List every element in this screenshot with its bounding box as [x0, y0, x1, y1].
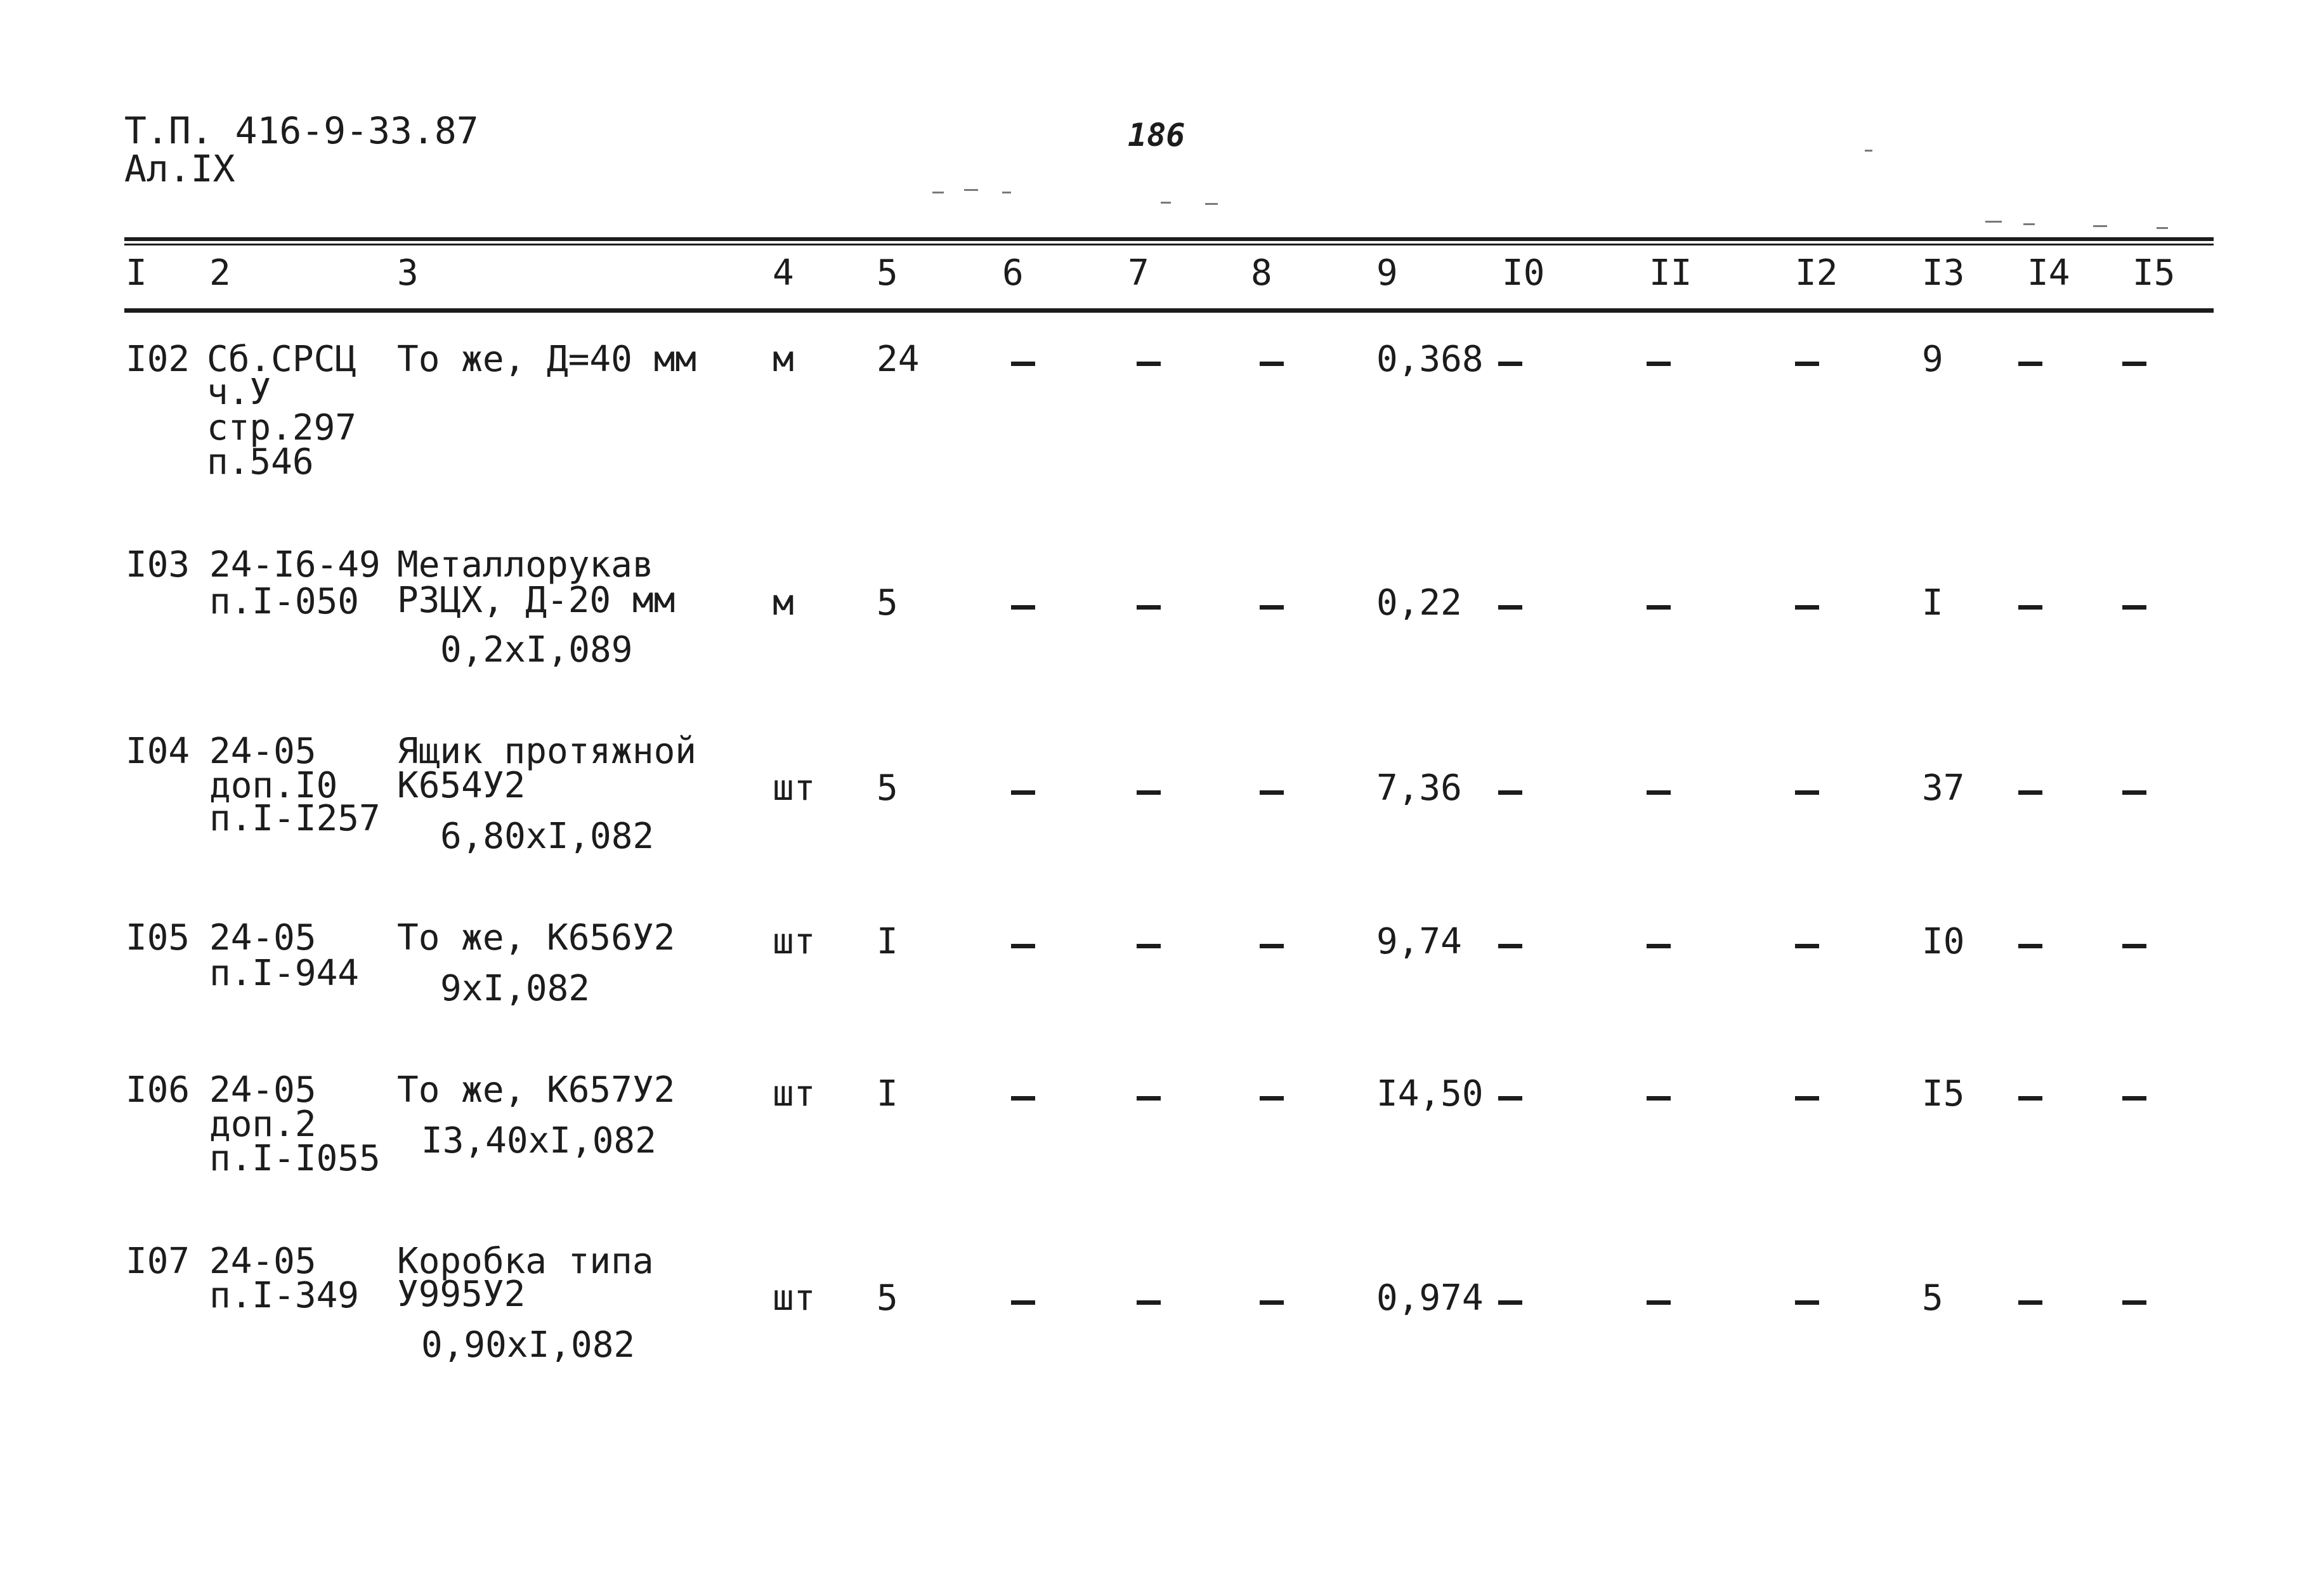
source-ref: стр.297 [207, 407, 357, 448]
header-bottom-rule [124, 308, 2214, 313]
source-ref: 24-I6-49 [209, 544, 381, 585]
empty-cell-dash [1498, 362, 1522, 366]
source-ref: Сб.СРСЦ [207, 339, 357, 380]
col9-value: 0,22 [1376, 582, 1462, 624]
empty-cell-dash [1137, 1096, 1161, 1101]
empty-cell-dash [1011, 605, 1035, 610]
source-ref: п.I-050 [209, 581, 360, 622]
row-number: I04 [126, 731, 190, 772]
scan-speck [2157, 227, 2168, 229]
doc-code: Т.П. 416-9-33.87 [124, 109, 479, 152]
empty-cell-dash [2018, 944, 2042, 948]
empty-cell-dash [1011, 1096, 1035, 1101]
col13-value: 5 [1922, 1278, 1943, 1319]
scan-speck [1161, 202, 1171, 204]
empty-cell-dash [1260, 944, 1284, 948]
source-ref: 24-05 [209, 1241, 317, 1282]
empty-cell-dash [1137, 1300, 1161, 1305]
source-ref: 24-05 [209, 731, 317, 772]
empty-cell-dash [1795, 605, 1819, 610]
col-header-7: 7 [1128, 252, 1149, 294]
empty-cell-dash [2122, 944, 2146, 948]
unit: шт [773, 921, 816, 962]
empty-cell-dash [2018, 1096, 2042, 1101]
col13-value: 9 [1922, 339, 1943, 380]
col-header-2: 2 [209, 252, 231, 294]
empty-cell-dash [1260, 1096, 1284, 1101]
empty-cell-dash [2122, 605, 2146, 610]
scan-speck [2023, 223, 2035, 225]
scan-speck [1002, 192, 1011, 193]
calculation-note: 0,90хI,082 [421, 1324, 636, 1366]
source-ref: 24-05 [209, 1069, 317, 1111]
col9-value: 9,74 [1376, 921, 1462, 962]
col13-value: 37 [1922, 768, 1965, 809]
empty-cell-dash [1260, 1300, 1284, 1305]
col-header-13: I3 [1922, 252, 1965, 294]
unit: шт [773, 1073, 816, 1114]
source-ref: п.546 [207, 441, 314, 483]
item-name: Металлорукав [397, 544, 654, 585]
col9-value: 0,974 [1376, 1278, 1484, 1319]
empty-cell-dash [1498, 1300, 1522, 1305]
empty-cell-dash [1498, 790, 1522, 795]
empty-cell-dash [2018, 1300, 2042, 1305]
item-name: Ящик протяжной [397, 731, 697, 772]
item-name: То же, К657У2 [397, 1069, 676, 1111]
col-header-1: I [126, 252, 147, 294]
col-header-14: I4 [2027, 252, 2070, 294]
empty-cell-dash [2122, 362, 2146, 366]
source-ref: п.I-I257 [209, 798, 381, 839]
table-top-rule-thin [124, 244, 2214, 245]
col-header-11: II [1649, 252, 1692, 294]
quantity: 5 [877, 768, 898, 809]
sheet-label: Ал.IX [124, 147, 235, 190]
unit: шт [773, 1278, 816, 1319]
scan-speck [1985, 221, 2002, 223]
source-ref: доп.I0 [209, 765, 338, 806]
item-name: К654У2 [397, 765, 526, 806]
col13-value: I0 [1922, 921, 1965, 962]
scan-speck [1205, 203, 1218, 205]
scan-speck [964, 189, 978, 191]
empty-cell-dash [1647, 362, 1671, 366]
unit: м [773, 339, 794, 380]
row-number: I03 [126, 544, 190, 585]
source-ref: п.I-944 [209, 953, 360, 994]
calculation-note: 9хI,082 [440, 968, 591, 1009]
calculation-note: I3,40хI,082 [421, 1120, 656, 1161]
col9-value: I4,50 [1376, 1073, 1484, 1114]
empty-cell-dash [2018, 790, 2042, 795]
row-number: I07 [126, 1241, 190, 1282]
col-header-4: 4 [773, 252, 794, 294]
empty-cell-dash [2122, 790, 2146, 795]
calculation-note: 6,80хI,082 [440, 816, 655, 857]
quantity: I [877, 921, 898, 962]
page-number: 186 [1128, 117, 1185, 154]
empty-cell-dash [1795, 1300, 1819, 1305]
empty-cell-dash [2018, 605, 2042, 610]
item-name: У995У2 [397, 1274, 526, 1315]
col-header-8: 8 [1251, 252, 1272, 294]
empty-cell-dash [2018, 362, 2042, 366]
item-name: РЗЦХ, Д-20 мм [397, 580, 676, 621]
quantity: I [877, 1073, 898, 1114]
col13-value: I5 [1922, 1073, 1965, 1114]
quantity: 5 [877, 582, 898, 624]
table-top-rule [124, 237, 2214, 241]
unit: м [773, 582, 794, 624]
empty-cell-dash [1647, 1300, 1671, 1305]
source-ref: ч.У [207, 372, 271, 413]
col-header-6: 6 [1002, 252, 1024, 294]
empty-cell-dash [1795, 1096, 1819, 1101]
col9-value: 0,368 [1376, 339, 1484, 380]
scan-speck [932, 192, 944, 193]
empty-cell-dash [1137, 944, 1161, 948]
empty-cell-dash [1260, 605, 1284, 610]
row-number: I05 [126, 917, 190, 958]
col-header-12: I2 [1795, 252, 1838, 294]
col-header-3: 3 [397, 252, 419, 294]
item-name: То же, К656У2 [397, 917, 676, 958]
item-name: То же, Д=40 мм [397, 339, 697, 380]
col13-value: I [1922, 582, 1943, 624]
empty-cell-dash [1647, 1096, 1671, 1101]
scan-speck [2093, 225, 2107, 227]
calculation-note: 0,2хI,089 [440, 629, 633, 670]
source-ref: 24-05 [209, 917, 317, 958]
row-number: I02 [126, 339, 190, 380]
scan-speck [1865, 150, 1872, 152]
empty-cell-dash [1011, 1300, 1035, 1305]
empty-cell-dash [1137, 362, 1161, 366]
source-ref: доп.2 [209, 1104, 317, 1145]
unit: шт [773, 768, 816, 809]
source-ref: п.I-I055 [209, 1138, 381, 1179]
col9-value: 7,36 [1376, 768, 1462, 809]
empty-cell-dash [1498, 944, 1522, 948]
empty-cell-dash [1795, 362, 1819, 366]
empty-cell-dash [1795, 944, 1819, 948]
item-name: Коробка типа [397, 1241, 654, 1282]
col-header-10: I0 [1502, 252, 1545, 294]
col-header-15: I5 [2132, 252, 2176, 294]
empty-cell-dash [1498, 605, 1522, 610]
empty-cell-dash [1647, 605, 1671, 610]
empty-cell-dash [1647, 790, 1671, 795]
empty-cell-dash [1498, 1096, 1522, 1101]
quantity: 24 [877, 339, 920, 380]
source-ref: п.I-349 [209, 1275, 360, 1316]
empty-cell-dash [1260, 790, 1284, 795]
col-header-9: 9 [1376, 252, 1398, 294]
empty-cell-dash [2122, 1300, 2146, 1305]
empty-cell-dash [1647, 944, 1671, 948]
empty-cell-dash [1137, 605, 1161, 610]
empty-cell-dash [1137, 790, 1161, 795]
empty-cell-dash [1011, 362, 1035, 366]
empty-cell-dash [1011, 944, 1035, 948]
row-number: I06 [126, 1069, 190, 1111]
quantity: 5 [877, 1278, 898, 1319]
empty-cell-dash [1011, 790, 1035, 795]
empty-cell-dash [1795, 790, 1819, 795]
empty-cell-dash [2122, 1096, 2146, 1101]
col-header-5: 5 [877, 252, 898, 294]
empty-cell-dash [1260, 362, 1284, 366]
